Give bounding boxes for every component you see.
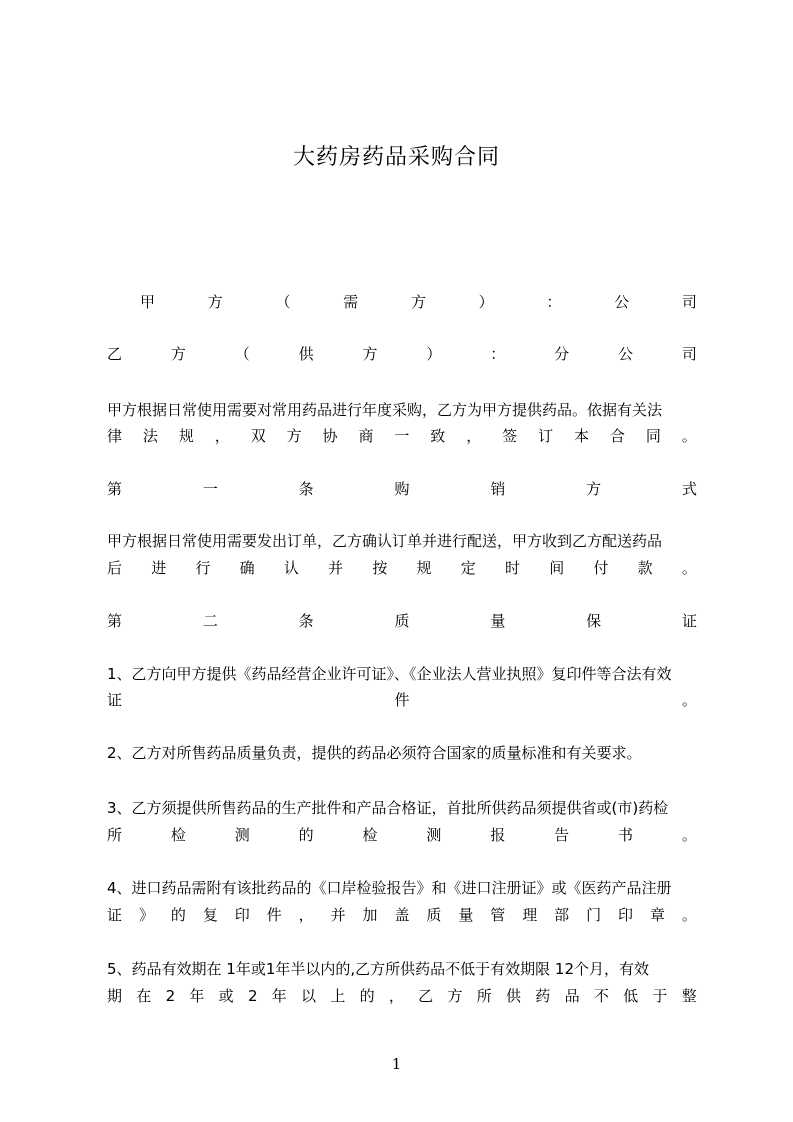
text-glyph: ） — [478, 293, 494, 311]
item-3-line-1: 3、乙方须提供所售药品的生产批件和产品合格证，首批所供药品须提供省或(市)药检 — [107, 799, 669, 817]
text-glyph: 理 — [522, 906, 538, 924]
text-glyph: 检 — [170, 826, 186, 844]
text-glyph: 公 — [614, 293, 630, 311]
party-a-line — [107, 291, 697, 313]
text-glyph: ： — [546, 293, 562, 311]
text-glyph: 测 — [426, 826, 442, 844]
item-2-line-1: 2、乙方对所售药品质量负责，提供的药品必须符合国家的质量标准和有关要求。 — [107, 744, 642, 762]
text-glyph: 定 — [460, 559, 476, 577]
text-glyph: 。 — [681, 427, 697, 445]
text-glyph: 质 — [426, 906, 442, 924]
item-1-line-2 — [107, 689, 697, 711]
text-glyph: 质 — [394, 612, 410, 630]
item-5-line-1: 5、药品有效期在 1年或1年半以内的,乙方所供药品不低于有效期限 12个月，有效 — [107, 960, 650, 978]
text-glyph: 年 — [189, 987, 205, 1005]
text-glyph: 保 — [586, 612, 602, 630]
text-glyph: 后 — [107, 559, 123, 577]
text-glyph: 一 — [394, 427, 410, 445]
text-glyph: 2 — [247, 987, 258, 1005]
text-glyph: 销 — [490, 480, 506, 498]
text-glyph: 式 — [681, 480, 697, 498]
text-glyph: 分 — [554, 345, 570, 363]
text-glyph: 法 — [142, 427, 158, 445]
text-glyph: 。 — [681, 826, 697, 844]
intro-line-1: 甲方根据日常使用需要对常用药品进行年度采购，乙方为甲方提供药品。依据有关法 — [107, 401, 663, 419]
text-glyph: 门 — [586, 906, 602, 924]
text-glyph: 印 — [234, 906, 250, 924]
text-glyph: 整 — [681, 987, 697, 1005]
item-4-line-1: 4、进口药品需附有该批药品的《口岸检验报告》和《进口注册证》或《医药产品注册 — [107, 879, 672, 897]
text-glyph: 印 — [618, 906, 634, 924]
text-glyph: 章 — [649, 906, 665, 924]
text-glyph: 间 — [549, 559, 565, 577]
text-glyph: 需 — [343, 293, 359, 311]
text-glyph: 量 — [490, 612, 506, 630]
text-glyph: 行 — [195, 559, 211, 577]
item-5-line-2 — [107, 985, 697, 1007]
text-glyph: 商 — [358, 427, 374, 445]
text-glyph: 规 — [416, 559, 432, 577]
text-glyph: 报 — [490, 826, 506, 844]
text-glyph: 时 — [504, 559, 520, 577]
article-1-line-1: 甲方根据日常使用需要发出订单，乙方确认订单并进行配送，甲方收到乙方配送药品 — [107, 532, 663, 550]
text-glyph: 司 — [681, 345, 697, 363]
text-glyph: 所 — [476, 987, 492, 1005]
text-glyph: 不 — [593, 987, 609, 1005]
text-glyph: 方 — [410, 293, 426, 311]
text-glyph: ： — [490, 345, 506, 363]
text-glyph: 》 — [138, 906, 154, 924]
article-1-line-2 — [107, 557, 697, 579]
document-title: 大药房药品采购合同 — [292, 145, 500, 170]
text-glyph: 签 — [502, 427, 518, 445]
text-glyph: 并 — [328, 559, 344, 577]
text-glyph: 付 — [593, 559, 609, 577]
text-glyph: 认 — [283, 559, 299, 577]
text-glyph: ， — [298, 906, 314, 924]
text-glyph: 的 — [298, 826, 314, 844]
text-glyph: 方 — [362, 345, 378, 363]
text-glyph: 第 — [107, 612, 123, 630]
text-glyph: 乙 — [107, 345, 123, 363]
text-glyph: 方 — [207, 293, 223, 311]
text-glyph: 。 — [681, 691, 697, 709]
text-glyph: 的 — [170, 906, 186, 924]
text-glyph: 方 — [586, 480, 602, 498]
text-glyph: 并 — [330, 906, 346, 924]
item-3-line-2 — [107, 824, 697, 846]
text-glyph: 复 — [202, 906, 218, 924]
text-glyph: 条 — [298, 480, 314, 498]
text-glyph: 件 — [266, 906, 282, 924]
text-glyph: 律 — [107, 427, 123, 445]
text-glyph: 证 — [681, 612, 697, 630]
text-glyph: 管 — [490, 906, 506, 924]
text-glyph: 件 — [394, 691, 410, 709]
text-glyph: 公 — [618, 345, 634, 363]
text-glyph: 量 — [458, 906, 474, 924]
text-glyph: 。 — [681, 559, 697, 577]
text-glyph: 低 — [623, 987, 639, 1005]
text-glyph: 订 — [538, 427, 554, 445]
text-glyph: 检 — [362, 826, 378, 844]
text-glyph: 乙 — [418, 987, 434, 1005]
text-glyph: 药 — [535, 987, 551, 1005]
text-glyph: 一 — [202, 480, 218, 498]
party-b-line — [107, 343, 697, 365]
text-glyph: 的 — [359, 987, 375, 1005]
text-glyph: 按 — [372, 559, 388, 577]
text-glyph: ， — [214, 427, 230, 445]
article-1-heading — [107, 478, 697, 500]
text-glyph: 部 — [554, 906, 570, 924]
text-glyph: 款 — [637, 559, 653, 577]
text-glyph: 年 — [271, 987, 287, 1005]
text-glyph: 2 — [165, 987, 176, 1005]
text-glyph: 确 — [239, 559, 255, 577]
text-glyph: 书 — [618, 826, 634, 844]
text-glyph: 合 — [609, 427, 625, 445]
text-glyph: 方 — [170, 345, 186, 363]
text-glyph: 规 — [178, 427, 194, 445]
item-4-line-2 — [107, 904, 697, 926]
text-glyph: 供 — [298, 345, 314, 363]
text-glyph: 司 — [681, 293, 697, 311]
text-glyph: ， — [388, 987, 404, 1005]
text-glyph: 或 — [218, 987, 234, 1005]
text-glyph: 致 — [430, 427, 446, 445]
text-glyph: ， — [466, 427, 482, 445]
text-glyph: 在 — [136, 987, 152, 1005]
text-glyph: 供 — [506, 987, 522, 1005]
text-glyph: 协 — [322, 427, 338, 445]
text-glyph: 。 — [681, 906, 697, 924]
text-glyph: 期 — [107, 987, 123, 1005]
text-glyph: 方 — [447, 987, 463, 1005]
text-glyph: 于 — [652, 987, 668, 1005]
text-glyph: 品 — [564, 987, 580, 1005]
page-number: 1 — [391, 1055, 402, 1073]
text-glyph: 告 — [554, 826, 570, 844]
text-glyph: 条 — [298, 612, 314, 630]
text-glyph: 二 — [202, 612, 218, 630]
intro-line-2 — [107, 425, 697, 447]
text-glyph: 第 — [107, 480, 123, 498]
text-glyph: 双 — [250, 427, 266, 445]
text-glyph: 甲 — [140, 293, 156, 311]
text-glyph: 方 — [286, 427, 302, 445]
text-glyph: （ — [275, 293, 291, 311]
text-glyph: 证 — [107, 906, 123, 924]
text-glyph: 测 — [234, 826, 250, 844]
text-glyph: 进 — [151, 559, 167, 577]
text-glyph: 所 — [107, 826, 123, 844]
text-glyph: 购 — [394, 480, 410, 498]
article-2-heading — [107, 610, 697, 632]
text-glyph: 本 — [573, 427, 589, 445]
text-glyph: ） — [426, 345, 442, 363]
text-glyph: 同 — [645, 427, 661, 445]
text-glyph: 证 — [107, 691, 123, 709]
text-glyph: 以 — [301, 987, 317, 1005]
text-glyph: （ — [234, 345, 250, 363]
item-1-line-1: 1、乙方向甲方提供《药品经营企业许可证》、《企业法人营业执照》复印件等合法有效 — [107, 665, 672, 683]
text-glyph: 上 — [330, 987, 346, 1005]
text-glyph: 加 — [362, 906, 378, 924]
text-glyph: 盖 — [394, 906, 410, 924]
